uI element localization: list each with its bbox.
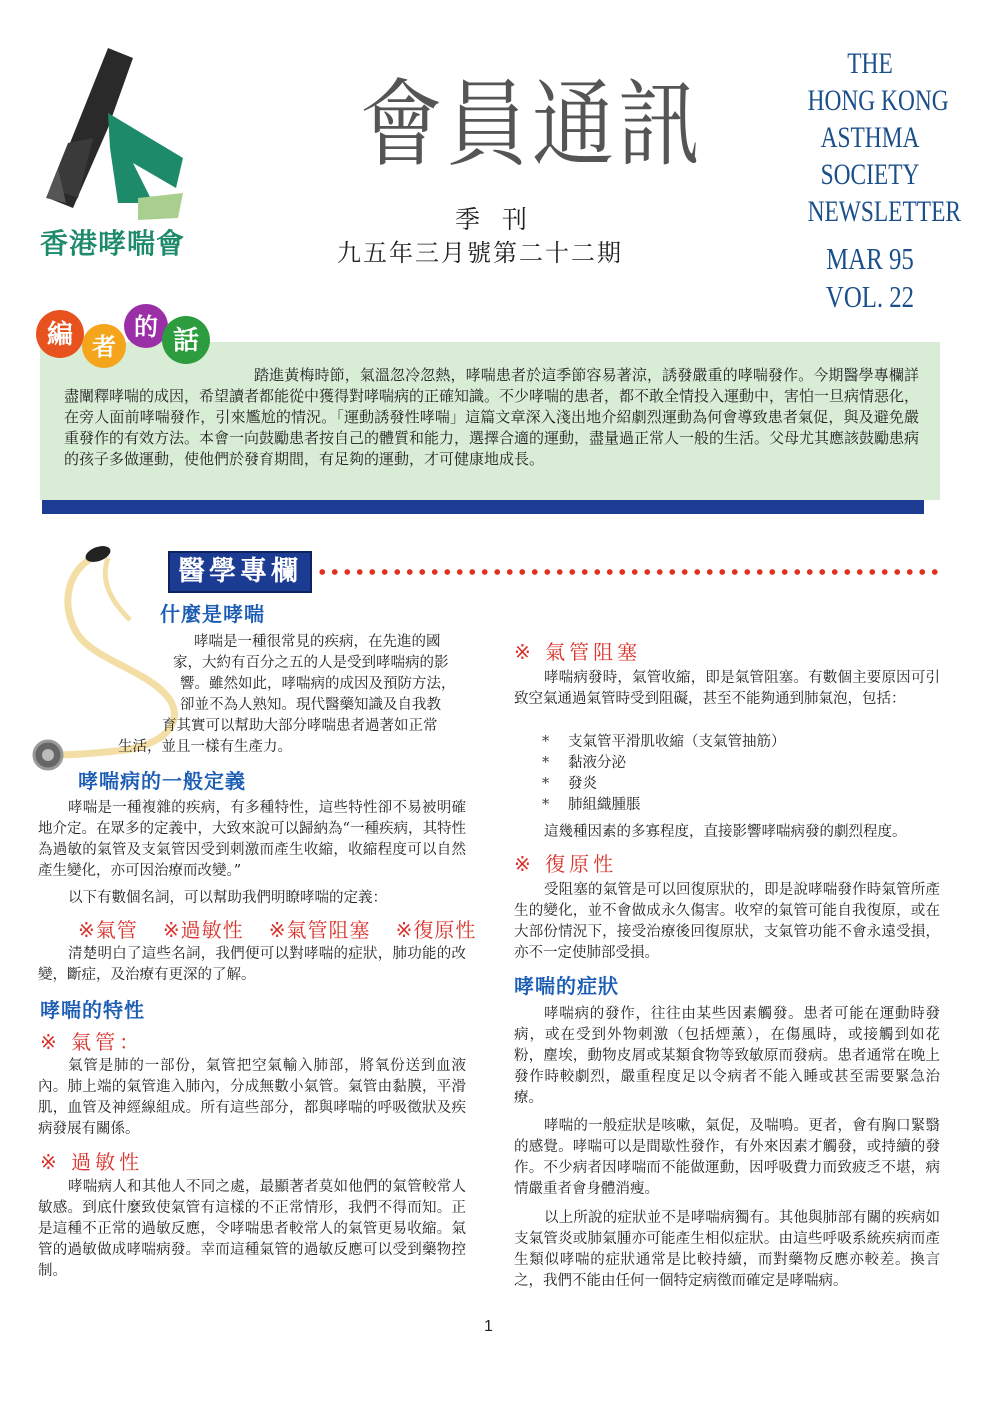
term: ※氣管阻塞: [268, 918, 371, 942]
term: ※過敏性: [162, 918, 244, 942]
page-number: 1: [484, 1318, 493, 1335]
airway-paragraph: 氣管是肺的一部份，氣管把空氣輸入肺部，將氧份送到血液內。肺上端的氣管進入肺內，分成無數小氣管。氣管由黏膜，平滑肌，血管及神經線組成。所有這些部分，都與哮喘的呼吸徵狀及疾病發展有關係。: [38, 1058, 466, 1137]
list-item: * 肺組織腫脹: [542, 797, 641, 813]
definition-terms: [78, 914, 478, 943]
dotted-divider: [316, 568, 942, 576]
what-is-line: 哮喘是一種很常見的疾病，在先進的國: [194, 634, 441, 650]
english-title: [807, 45, 961, 230]
masthead-title: 會員通訊: [360, 70, 705, 180]
heading-reversibility: ※ 復原性: [514, 852, 618, 876]
editor-text: 踏進黃梅時節，氣溫忽冷忽熱，哮喘患者於這季節容易著涼，誘發嚴重的哮喘發作。今期醫學專欄詳盡闡釋哮喘的成因，希望讀者都能從中獲得對哮喘病的正確知識。不少哮喘的患者，都不敢全情投入運動中，害怕一旦病情惡化，在旁人面前哮喘發作，引來尷尬的情況。「運動誘發性哮喘」這篇文章深入淺出地介紹劇烈運動為何會導致患者氣促，與及避免嚴重發作的有效方法。本會一向鼓勵患者按自己的體質和能力，選擇合適的運動，盡量過正常人一般的生活。父母尤其應該鼓勵患病的孩子多做運動，使他們於發育期間，有足夠的運動，才可健康地成長。: [64, 366, 920, 468]
editor-words-badge: [34, 300, 224, 370]
obstruction-list: [542, 732, 932, 816]
what-is-line: 家，大約有百分之五的人是受到哮喘病的影: [173, 655, 449, 671]
heading-airway: ※ 氣管：: [40, 1030, 144, 1054]
en-title-line: THE: [847, 47, 893, 80]
what-is-line: 育其實可以幫助大部分哮喘患者過著如正常: [162, 718, 438, 734]
heading-what-is-asthma: 什麼是哮喘: [160, 602, 265, 626]
heading-definition: 哮喘病的一般定義: [78, 769, 246, 793]
what-is-line: 卻並不為人熟知。現代醫藥知識及自我教: [180, 697, 441, 713]
what-is-line: 響。雖然如此，哮喘病的成因及預防方法，: [180, 676, 456, 692]
issue-date: MAR 95: [826, 241, 914, 276]
badge-char: 者: [92, 333, 116, 361]
hypersensitivity-paragraph: 哮喘病人和其他人不同之處，最顯著者莫如他們的氣管較常人敏感。到底什麼致使氣管有這樣的不正常情形，我們不得而知。正是這種不正常的過敏反應，令哮喘患者較常人的氣管更易收縮。氣管的過敏做成哮喘病發。幸而這種氣管的過敏反應可以受到藥物控制。: [38, 1179, 466, 1279]
issue-volume: VOL. 22: [825, 279, 915, 314]
en-title-line: ASTHMA: [820, 121, 920, 154]
heading-features: 哮喘的特性: [40, 998, 145, 1022]
badge-char: 的: [134, 313, 158, 341]
org-name-zh: 香港哮喘會: [40, 227, 186, 260]
obstruction-paragraph: 哮喘病發時，氣管收縮，即是氣管阻塞。有數個主要原因可引致空氣通過氣管時受到阻礙，甚至不能夠通到肺氣泡，包括：: [514, 670, 940, 707]
list-item: * 支氣管平滑肌收縮（支氣管抽筋）: [542, 734, 786, 750]
symptoms-paragraph: 以上所說的症狀並不是哮喘病獨有。其他與肺部有關的疾病如支氣管炎或肺氣腫亦可能產生相似症狀。由這些呼吸系統疾病而產生類似哮喘的症狀通常是比較持續，而對藥物反應亦較差。換言之，我們不能由任何一個特定病徵而確定是哮喘病。: [514, 1210, 940, 1289]
date-volume: [806, 240, 934, 316]
symptoms-paragraph: 哮喘的一般症狀是咳嗽，氣促，及喘鳴。更者，會有胸口緊翳的感覺。哮喘可以是間歇性發作，有外來因素才觸發，或持續的發作。不少病者因哮喘而不能做運動，因呼吸費力而致疲乏不堪，病情嚴重者會身體消瘦。: [514, 1118, 940, 1197]
column-title: 醫學專欄: [168, 551, 312, 593]
definition-intro: 以下有數個名詞，可以幫助我們明瞭哮喘的定義：: [68, 890, 387, 906]
term: ※氣管: [78, 918, 138, 942]
en-title-line: HONG KONG: [807, 84, 949, 117]
what-is-line: 生活，並且一樣有生產力。: [118, 739, 292, 755]
definition-conclusion: 清楚明白了這些名詞，我們便可以對哮喘的症狀，肺功能的改變，斷症，及治療有更深的了解。: [38, 946, 466, 983]
symptoms-paragraph: 哮喘病的發作，往往由某些因素觸發。患者可能在運動時發病，或在受到外物刺激（包括煙薰），在傷風時，或接觸到如花粉，塵埃，動物皮屑或某類食物等致敏原而發病。患者通常在晚上發作時較劇烈，嚴重程度足以令病者不能入睡或甚至需要緊急治療。: [514, 1006, 940, 1106]
en-title-line: NEWSLETTER: [807, 195, 961, 228]
heading-hypersensitivity: ※ 過敏性: [40, 1150, 144, 1174]
issue-line: 九五年三月號第二十二期: [337, 239, 623, 267]
heading-symptoms: 哮喘的症狀: [514, 974, 619, 998]
en-title-line: SOCIETY: [820, 158, 920, 191]
list-item: * 發炎: [542, 776, 597, 792]
quarterly-label: 季刊: [455, 205, 550, 234]
reversibility-paragraph: 受阻塞的氣管是可以回復原狀的，即是說哮喘發作時氣管所產生的變化，並不會做成永久傷害。收窄的氣管可能自我復原，或在大部份情況下，接受治療後回復原狀，支氣管功能不會永遠受損，亦不一定使肺部受損。: [514, 882, 940, 961]
divider-bar: [42, 500, 924, 514]
obstruction-note: 這幾種因素的多寡程度，直接影響哮喘病發的劇烈程度。: [544, 824, 907, 840]
list-item: * 黏液分泌: [542, 755, 626, 771]
term: ※復原性: [395, 918, 477, 942]
badge-char: 話: [172, 326, 200, 356]
badge-char: 編: [46, 320, 74, 350]
definition-paragraph: 哮喘是一種複雜的疾病，有多種特性，這些特性卻不易被明確地介定。在眾多的定義中，大致來說可以歸納為“一種疾病，其特性為過敏的氣管及支氣管因受到刺激而產生收縮，收縮程度可以自然產生變化，亦可因治療而改變。”: [38, 800, 466, 879]
heading-obstruction: ※ 氣管阻塞: [514, 640, 642, 664]
